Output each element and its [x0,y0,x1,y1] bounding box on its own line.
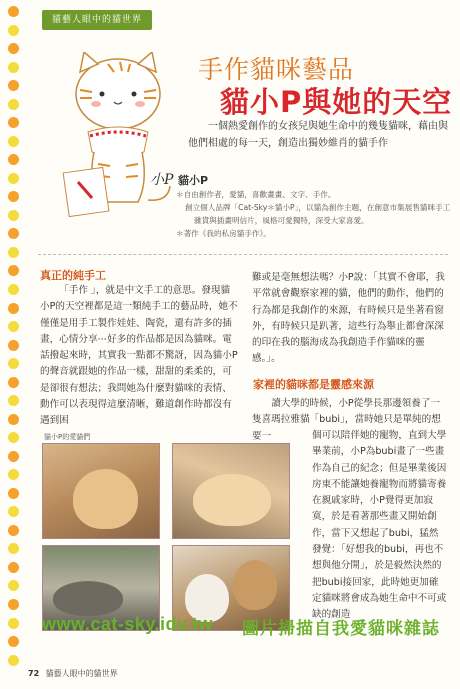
cat-illustration [58,52,188,217]
profile-list [176,188,451,240]
page-title-line2: 貓小P與她的天空 [220,85,453,119]
photo-caption: 貓小P的愛貓們 [44,433,91,441]
cat-photo [42,443,160,539]
section-heading: 真正的純手工 [40,269,106,282]
magazine-page [28,0,460,689]
profile-name: 貓小P [178,174,209,187]
cat-photo [172,443,290,539]
page-title-line1: 手作貓咪藝品 [198,55,355,84]
magazine-section: 貓藝人眼中的貓世界 [45,669,118,678]
divider [38,254,448,255]
profile-item: 創立個人品牌「Cat-Sky＊貓小P」，以貓為創作主題，在創意市集展售貓咪手工雜貨與插畫明信片，風格可愛獨特，深受大家喜愛。 [185,203,451,225]
signature-text: 小P [150,172,174,188]
section-heading: 家裡的貓咪都是靈感來源 [253,378,374,391]
profile-item: ＊著作《我的私房貓手作》。 [176,229,271,238]
decorative-dot-border [8,6,22,666]
section2-body: 個可以陪伴她的寵物，直到大學畢業前，小P為bubi畫了一些畫作為自己的紀念；但是畢業後因房東不能讓她養寵物而將貓寄養在親戚家時，小P覺得更加寂寞，於是看著那些畫又開始創作，當下又想起了bubi，猛然發覺：「好想我的bubi，再也不想與他分開」，於是毅然決然的把bubi接回家，此時她更加確定貓咪將會成為她生命中不可或缺的創造 [312,430,447,621]
section2-lead: 讀大學的時候，小P從學長那邊領養了一隻喜瑪拉雅貓「bubi」，當時她只是單純的想要一 [252,398,441,442]
right-column [252,270,447,368]
page-number: 72 [28,669,40,678]
left-column [40,283,238,430]
profile-item: ＊自由創作者，愛貓，喜歡畫畫、文字、手作。 [176,190,336,199]
intro-text: 一個熱愛創作的女孩兒與她生命中的幾隻貓咪，藉由與他們相處的每一天，創造出獨妙維肖的貓手作 [188,121,448,149]
section-tag: 貓藝人眼中的貓世界 [42,10,152,30]
website-url: www.cat-sky.idv.tw [42,614,213,634]
image-credit: 圖片掃描自我愛貓咪雜誌 [242,619,440,639]
paragraph: 難或是毫無想法嗎？小P說：「其實不會耶，我平常就會觀察家裡的貓，他們的動作，他們的行為都是我創作的來源，有時候只是坐著看窗外，有時候只是趴著，這些行為舉止都會深深的印在我的腦海成為我創造手作貓咪的靈感。」。 [252,272,445,365]
paragraph: 「手作 」，就是中文手工的意思。發現貓小P的天空裡都是這一類純手工的藝品時，她不僅僅是用手工製作娃娃、陶瓷，還有許多的插畫，心情分享⋯好多的作品都是因為貓咪。電話撥起來時，其實我一點都不驚訝，因為貓小P的聲音就跟她的作品一樣，甜甜的柔柔的，可是卻很有想法；我問她為什麼對貓咪的表情、動作可以表現得這麼清晰，難道創作時都沒有遇到困 [40,285,238,427]
page-footer [28,668,118,679]
